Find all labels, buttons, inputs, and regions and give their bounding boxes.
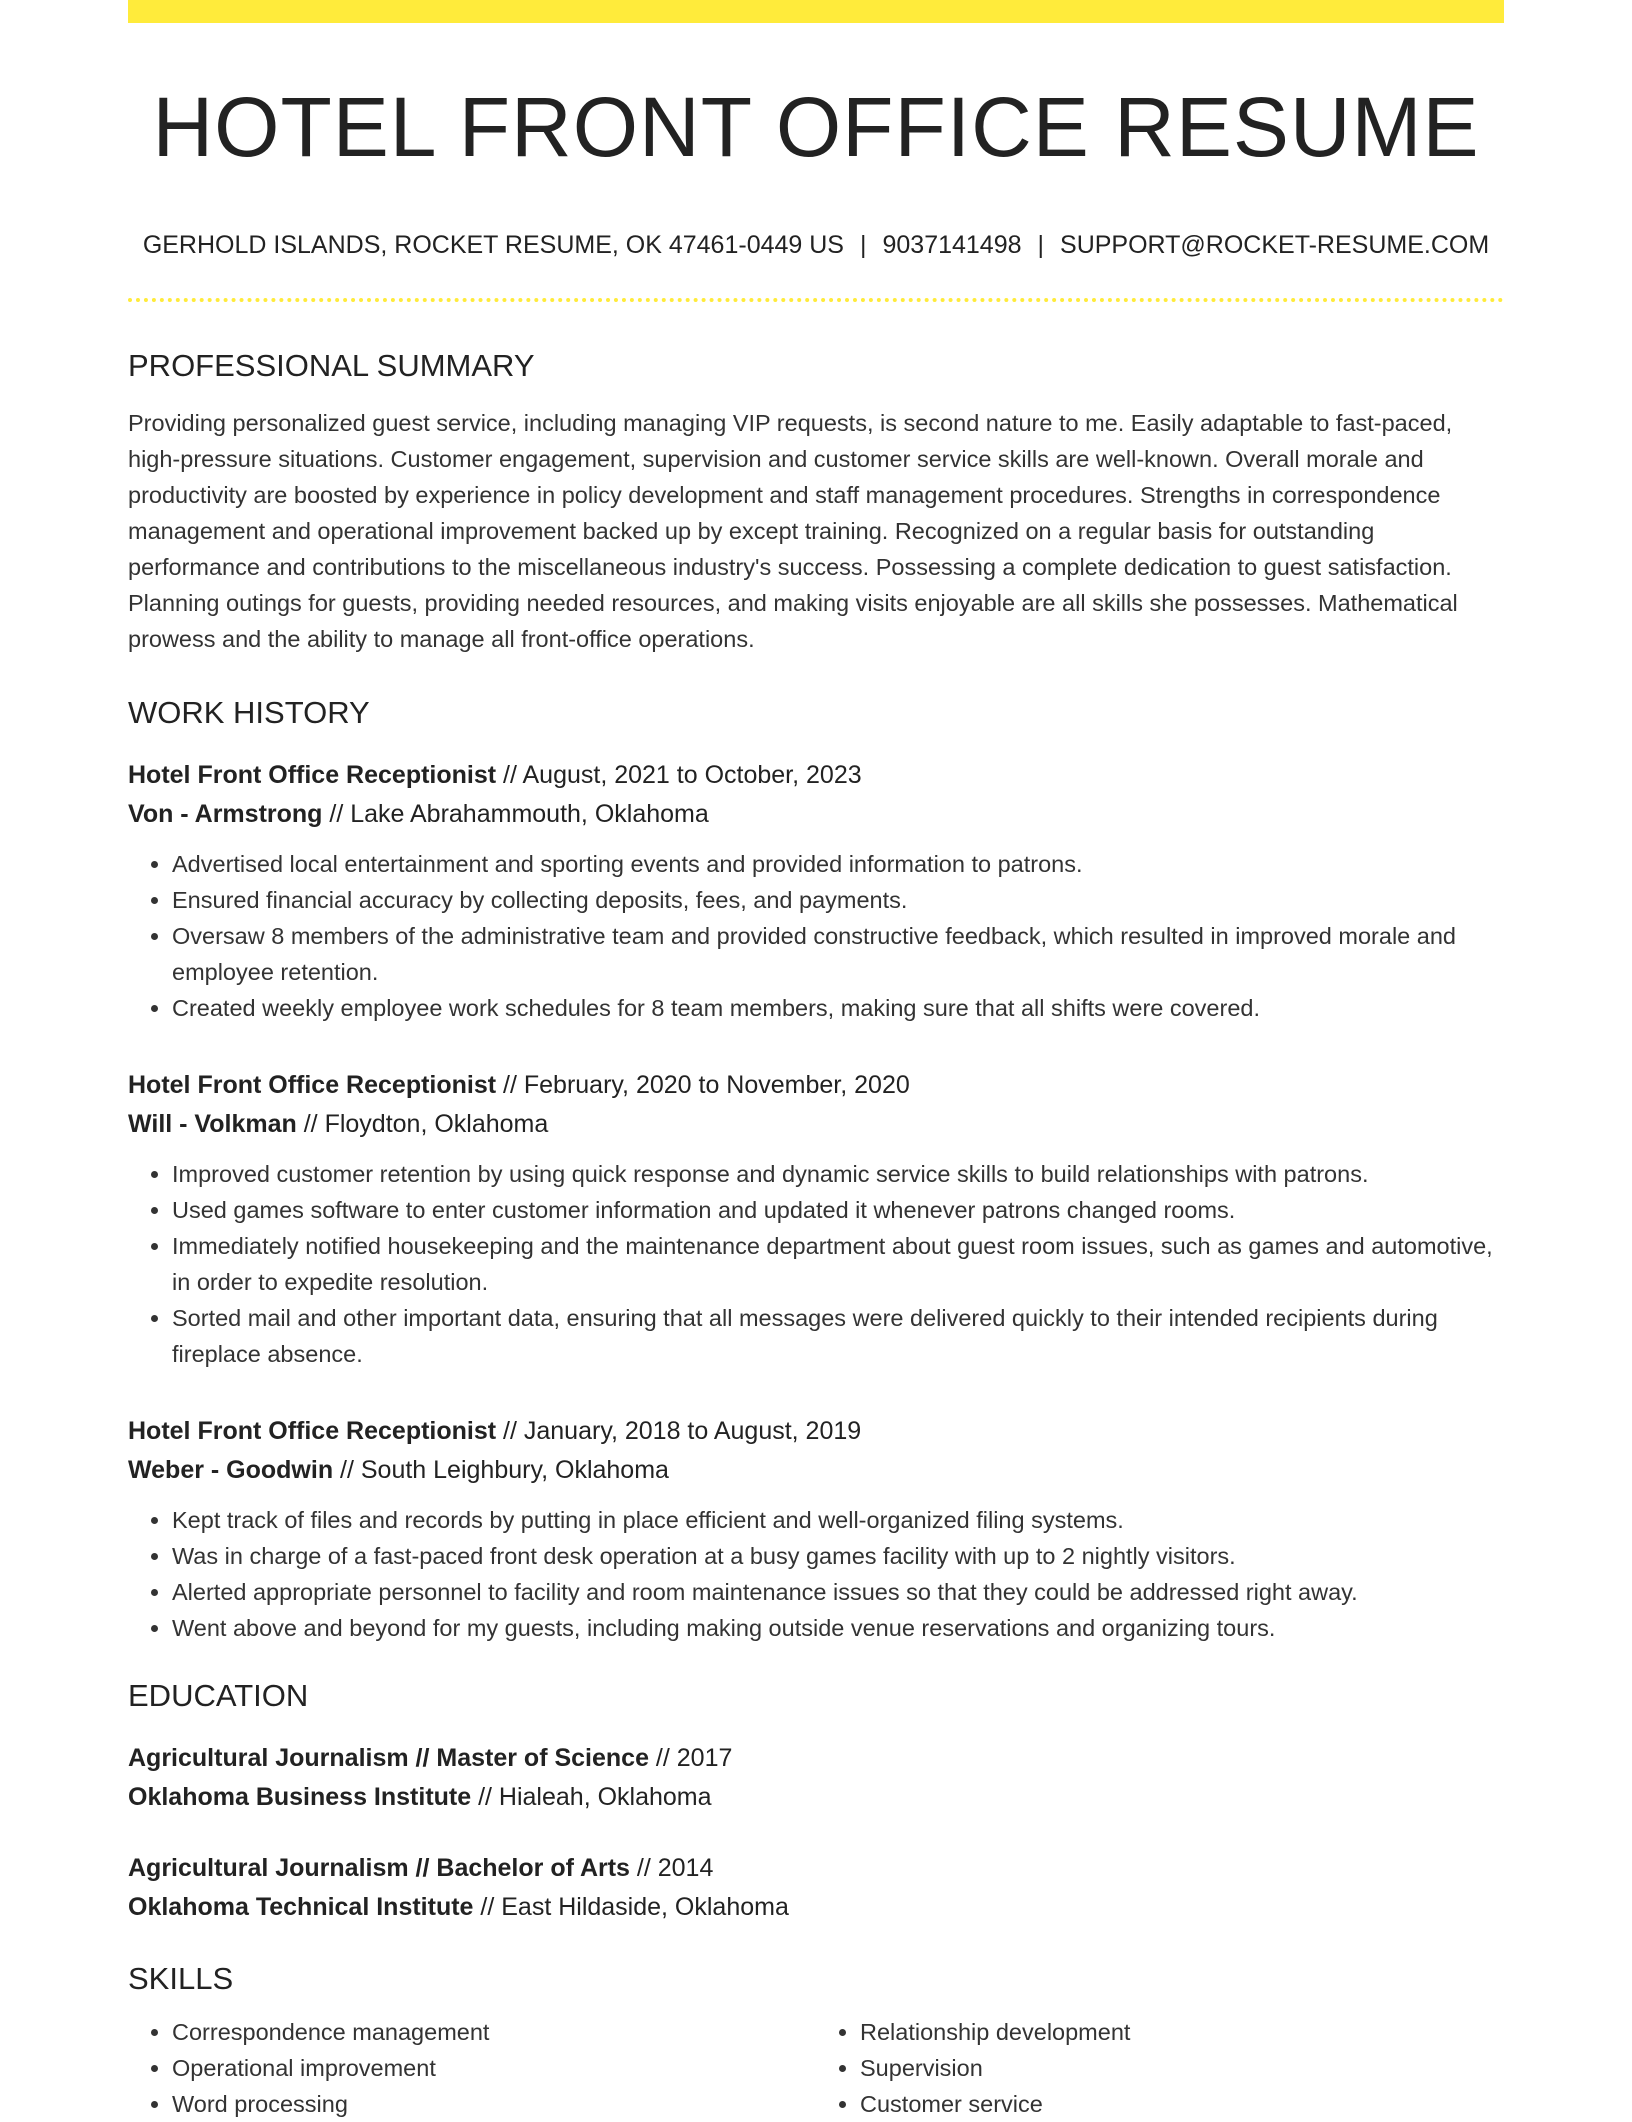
skill-item: • Correspondence management <box>172 2014 816 2050</box>
contact-line <box>128 233 1504 258</box>
job-bullet: • Created weekly employee work schedules for 8 team members, making sure that all shifts were covered. <box>172 990 1504 1026</box>
job-bullets <box>128 846 1504 1026</box>
job-entry <box>128 1412 1504 1646</box>
job-bullet: • Went above and beyond for my guests, including making outside venue reservations and organizing tours. <box>172 1610 1504 1646</box>
job-company: Von - Armstrong <box>128 800 323 828</box>
contact-email: SUPPORT@ROCKET-RESUME.COM <box>1060 231 1490 259</box>
job-bullet: • Immediately notified housekeeping and the maintenance department about guest room issues, such as games and automotive, in order to expedite resolution. <box>172 1228 1504 1300</box>
school-line <box>128 1778 1504 1817</box>
job-bullets <box>128 1502 1504 1646</box>
job-title: Hotel Front Office Receptionist <box>128 1417 497 1445</box>
work-history-heading: WORK HISTORY <box>128 695 370 730</box>
skill-item: • Operational improvement <box>172 2050 816 2086</box>
job-bullet: • Sorted mail and other important data, ensuring that all messages were delivered quickly to their intended recipients during fireplace absence. <box>172 1300 1504 1372</box>
job-title: Hotel Front Office Receptionist <box>128 1071 497 1099</box>
skill-item: • Relationship development <box>860 2014 1504 2050</box>
job-title-line <box>128 756 1504 795</box>
job-entry <box>128 1066 1504 1372</box>
job-dates: // February, 2020 to November, 2020 <box>496 1071 910 1099</box>
school-location: // East Hildaside, Oklahoma <box>473 1893 789 1921</box>
job-location: // Lake Abrahammouth, Oklahoma <box>322 800 709 828</box>
job-bullet: • Advertised local entertainment and sporting events and provided information to patrons. <box>172 846 1504 882</box>
job-company-line <box>128 1451 1504 1490</box>
summary-text: Providing personalized guest service, including managing VIP requests, is second nature to me. Easily adaptable to fast-paced, high-pressure situations. Customer engagement, supervision and customer service skills are well-known. Overall morale and productivity are boosted by experience in policy development and staff management procedures. Strengths in correspondence management and operational improvement backed up by except training. Recognized on a regular basis for outstanding performance and contributions to the miscellaneous industry's success. Possessing a complete dedication to guest satisfaction. Planning outings for guests, providing needed resources, and making visits enjoyable are all skills she possesses. Mathematical prowess and the ability to manage all front-office operations. <box>128 410 1458 652</box>
dotted-divider <box>128 298 1504 302</box>
job-location: // Floydton, Oklahoma <box>296 1110 549 1138</box>
school-location: // Hialeah, Oklahoma <box>471 1783 712 1811</box>
skill-item: • Supervision <box>860 2050 1504 2086</box>
contact-address: GERHOLD ISLANDS, ROCKET RESUME, OK 47461-0449 US <box>142 231 844 259</box>
job-bullet: • Alerted appropriate personnel to facility and room maintenance issues so that they could be addressed right away. <box>172 1574 1504 1610</box>
job-entry <box>128 756 1504 1026</box>
education-entry <box>128 1739 1504 1817</box>
job-bullet: • Ensured financial accuracy by collecting deposits, fees, and payments. <box>172 882 1504 918</box>
degree-line <box>128 1739 1504 1778</box>
job-bullet: • Was in charge of a fast-paced front desk operation at a busy games facility with up to 2 nightly visitors. <box>172 1538 1504 1574</box>
job-title-line <box>128 1412 1504 1451</box>
job-bullet: • Improved customer retention by using quick response and dynamic service skills to build relationships with patrons. <box>172 1156 1504 1192</box>
job-bullets <box>128 1156 1504 1372</box>
job-title: Hotel Front Office Receptionist <box>128 761 497 789</box>
job-bullet: • Used games software to enter customer information and updated it whenever patrons changed rooms. <box>172 1192 1504 1228</box>
skills-left-column <box>128 2014 816 2122</box>
school: Oklahoma Business Institute <box>128 1783 472 1811</box>
job-company: Will - Volkman <box>128 1110 297 1138</box>
job-title-line <box>128 1066 1504 1105</box>
school: Oklahoma Technical Institute <box>128 1893 474 1921</box>
skills-right-column <box>816 2014 1504 2122</box>
skills-grid <box>128 2014 1504 2122</box>
degree-year: // 2017 <box>648 1744 733 1772</box>
degree-line <box>128 1849 1504 1888</box>
job-dates: // January, 2018 to August, 2019 <box>496 1417 862 1445</box>
education-heading: EDUCATION <box>128 1678 309 1713</box>
skills-heading: SKILLS <box>128 1961 234 1996</box>
degree: Agricultural Journalism // Bachelor of Arts <box>128 1854 630 1882</box>
skill-item: • Customer service <box>860 2086 1504 2122</box>
accent-top-bar <box>128 0 1504 23</box>
degree-year: // 2014 <box>629 1854 714 1882</box>
resume-title: HOTEL FRONT OFFICE RESUME <box>152 80 1480 174</box>
school-line <box>128 1888 1504 1927</box>
degree: Agricultural Journalism // Master of Science <box>128 1744 649 1772</box>
job-bullet: • Kept track of files and records by putting in place efficient and well-organized filing systems. <box>172 1502 1504 1538</box>
contact-separator: | <box>859 231 867 259</box>
job-company: Weber - Goodwin <box>128 1456 334 1484</box>
job-company-line <box>128 795 1504 834</box>
contact-phone: 9037141498 <box>882 231 1022 259</box>
skill-item: • Word processing <box>172 2086 816 2122</box>
education-entry <box>128 1849 1504 1927</box>
summary-heading: PROFESSIONAL SUMMARY <box>128 348 535 383</box>
job-company-line <box>128 1105 1504 1144</box>
job-dates: // August, 2021 to October, 2023 <box>496 761 862 789</box>
contact-separator: | <box>1037 231 1045 259</box>
job-bullet: • Oversaw 8 members of the administrative team and provided constructive feedback, which resulted in improved morale and employee retention. <box>172 918 1504 990</box>
job-location: // South Leighbury, Oklahoma <box>333 1456 669 1484</box>
